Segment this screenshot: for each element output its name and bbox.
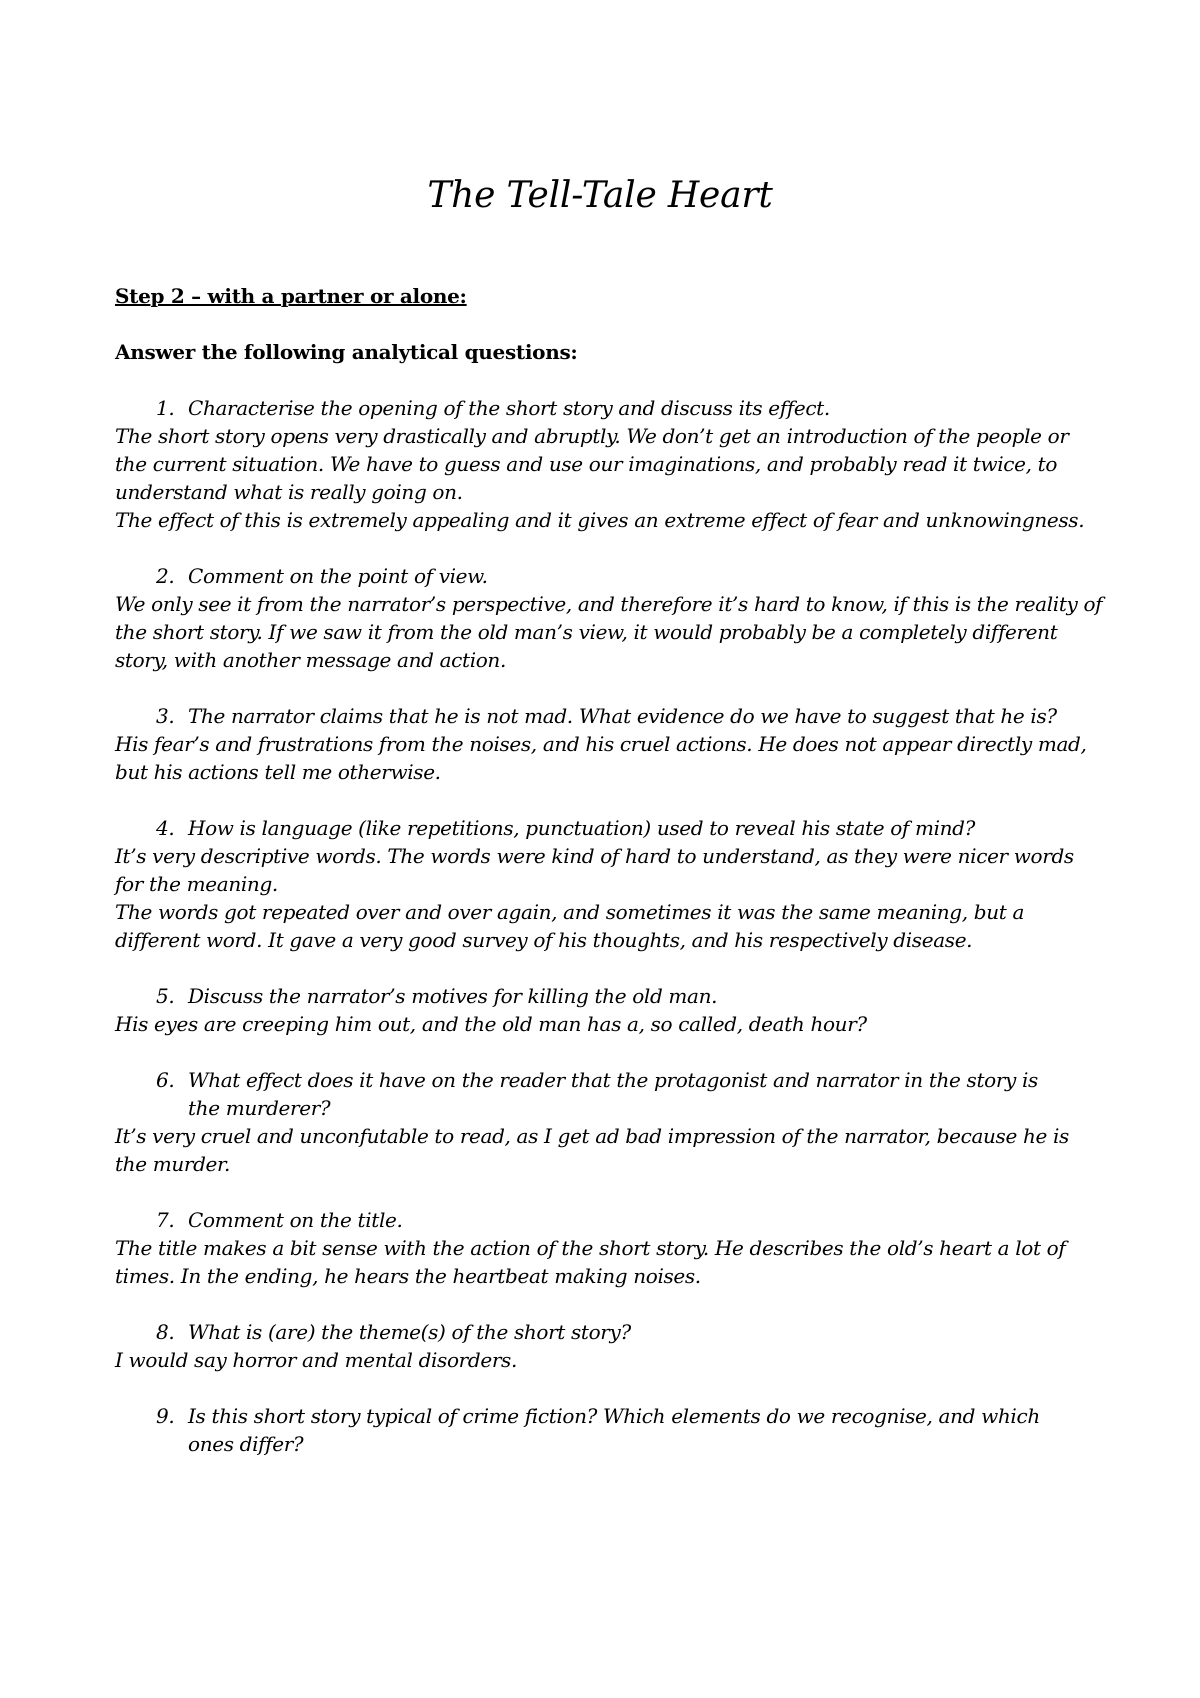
step-heading: Step 2 – with a partner or alone:: [115, 284, 467, 308]
question-number: 3.: [156, 704, 175, 728]
answer: [115, 1122, 1105, 1178]
document-title: The Tell-Tale Heart: [427, 175, 773, 216]
question: [115, 1206, 1105, 1234]
answer: [115, 730, 1105, 786]
answer-paragraph: His fear’s and frustrations from the noises, and his cruel actions. He does not appear directly mad, but his actions tell me otherwise.: [115, 732, 1087, 784]
answer-paragraph: We only see it from the narrator’s perspective, and therefore it’s hard to know, if this is the reality of the short story. If we saw it from the old man’s view, it would probably be a completely different story, with another message and action.: [115, 592, 1103, 672]
question: [115, 394, 1105, 422]
instruction-text: Answer the following analytical questions:: [115, 340, 578, 364]
question-text: Discuss the narrator’s motives for killing the old man.: [188, 984, 718, 1008]
question-text: Comment on the title.: [188, 1208, 403, 1232]
answer: [115, 422, 1105, 534]
question-text: Characterise the opening of the short story and discuss its effect.: [188, 396, 830, 420]
question-block: [115, 1318, 1105, 1374]
question-block: [115, 702, 1105, 786]
question-number: 1.: [156, 396, 175, 420]
answer-paragraph: The words got repeated over and over again, and sometimes it was the same meaning, but a different word. It gave a very good survey of his thoughts, and his respectively disease.: [115, 900, 1025, 952]
answer: [115, 1010, 1105, 1038]
question-number: 7.: [156, 1208, 175, 1232]
answer: [115, 590, 1105, 674]
answer-paragraph: I would say horror and mental disorders.: [115, 1348, 517, 1372]
question-text: How is language (like repetitions, punctuation) used to reveal his state of mind?: [188, 816, 975, 840]
answer-paragraph: It’s very cruel and unconfutable to read, as I get ad bad impression of the narrator, because he is the murder.: [115, 1124, 1069, 1176]
question: [115, 562, 1105, 590]
question: [115, 1402, 1105, 1458]
question-number: 2.: [156, 564, 175, 588]
question: [115, 702, 1105, 730]
question-block: [115, 1206, 1105, 1290]
answer-paragraph: The short story opens very drastically and abruptly. We don’t get an introduction of the people or the current situation. We have to guess and use our imaginations, and probably read it twice, to understand what is really going on.: [115, 424, 1069, 504]
answer-paragraph: The effect of this is extremely appealing and it gives an extreme effect of fear and unknowingness.: [115, 508, 1085, 532]
question-text: What is (are) the theme(s) of the short story?: [188, 1320, 631, 1344]
question: [115, 1318, 1105, 1346]
answer: [115, 1234, 1105, 1290]
question-block: [115, 814, 1105, 954]
question-list: [115, 394, 1105, 1486]
question-text: The narrator claims that he is not mad. What evidence do we have to suggest that he is?: [188, 704, 1057, 728]
question-text: What effect does it have on the reader that the protagonist and narrator in the story is the murderer?: [188, 1068, 1038, 1120]
question-number: 6.: [156, 1068, 175, 1092]
answer: [115, 1346, 1105, 1374]
answer-paragraph: It’s very descriptive words. The words were kind of hard to understand, as they were nicer words for the meaning.: [115, 844, 1074, 896]
question-block: [115, 1402, 1105, 1458]
question-text: Is this short story typical of crime fiction? Which elements do we recognise, and which ones differ?: [188, 1404, 1040, 1456]
question-block: [115, 982, 1105, 1038]
question: [115, 1066, 1105, 1122]
answer: [115, 842, 1105, 954]
question-number: 5.: [156, 984, 175, 1008]
question: [115, 814, 1105, 842]
answer-paragraph: His eyes are creeping him out, and the old man has a, so called, death hour?: [115, 1012, 867, 1036]
question-block: [115, 394, 1105, 534]
question-block: [115, 562, 1105, 674]
question-number: 4.: [156, 816, 175, 840]
question-block: [115, 1066, 1105, 1178]
question-number: 8.: [156, 1320, 175, 1344]
question-text: Comment on the point of view.: [188, 564, 488, 588]
question: [115, 982, 1105, 1010]
answer-paragraph: The title makes a bit sense with the action of the short story. He describes the old’s heart a lot of times. In the ending, he hears the heartbeat making noises.: [115, 1236, 1066, 1288]
question-number: 9.: [156, 1404, 175, 1428]
